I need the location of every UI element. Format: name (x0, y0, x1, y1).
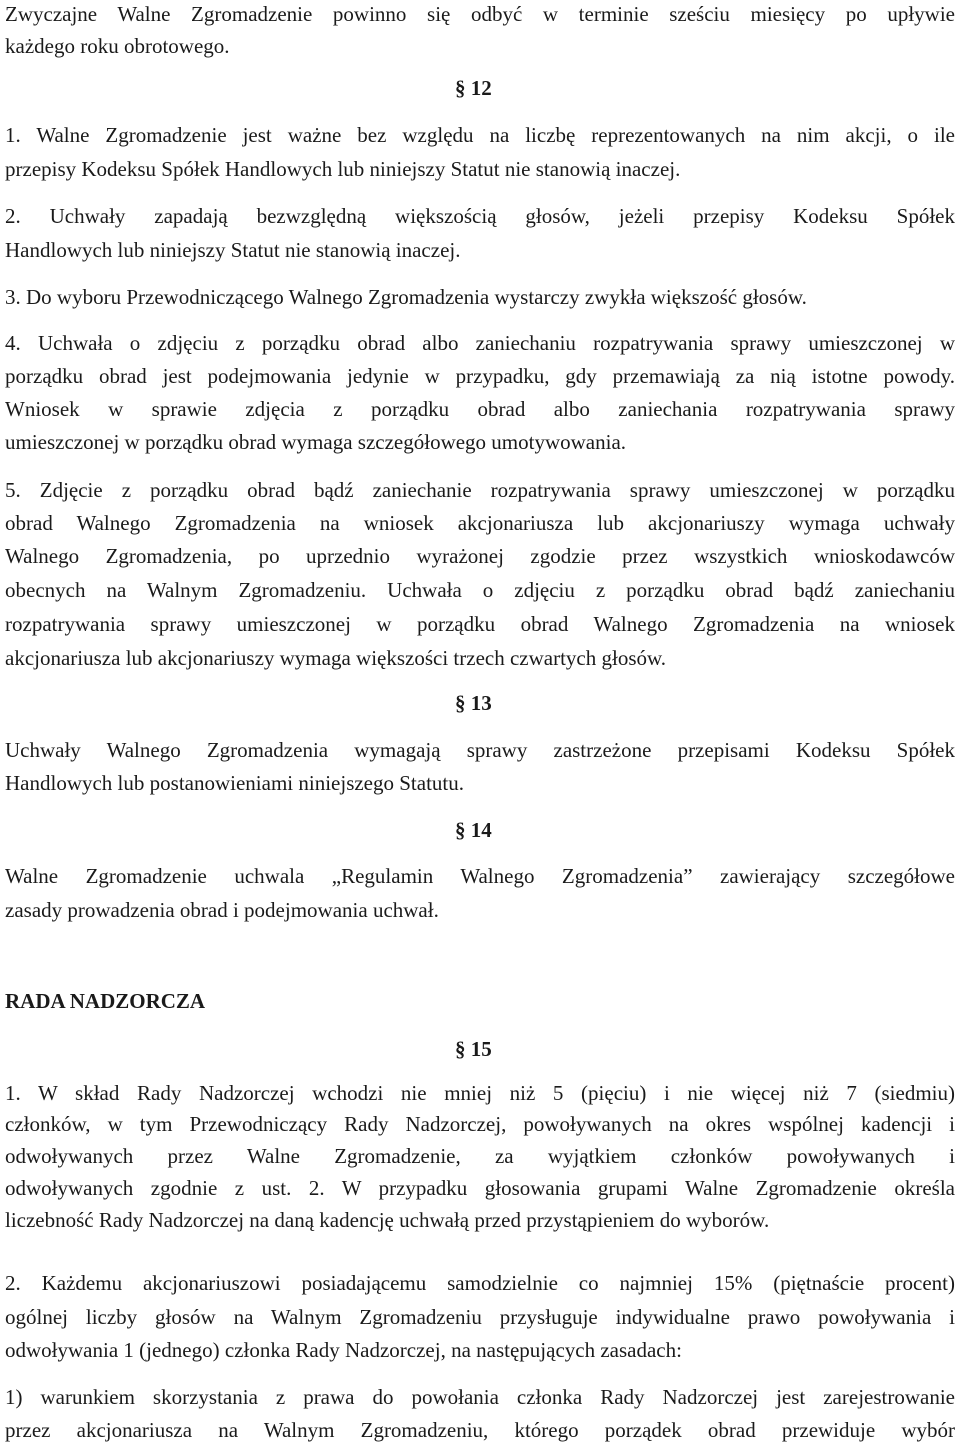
section-15-mark: § 15 (455, 1037, 492, 1061)
s15-p1-line-1: 1. W skład Rady Nadzorczej wchodzi nie mniej niż 5 (pięciu) i nie więcej niż 7 (siedmiu) (5, 1081, 955, 1105)
s12-p5-line-4: obecnych na Walnym Zgromadzeniu. Uchwała o zdjęciu z porządku obrad bądź zaniechaniu (5, 578, 955, 602)
intro-line-2: każdego roku obrotowego. (5, 34, 230, 58)
s15-p3-line-1: 1) warunkiem skorzystania z prawa do powołania członka Rady Nadzorczej jest zarejestrowanie (5, 1385, 955, 1409)
intro-line-1: Zwyczajne Walne Zgromadzenie powinno się odbyć w terminie sześciu miesięcy po upływie (5, 2, 955, 26)
s15-p1-line-4: odwoływanych zgodnie z ust. 2. W przypadku głosowania grupami Walne Zgromadzenie określa (5, 1176, 955, 1200)
section-14-mark: § 14 (455, 818, 492, 842)
s15-p2-line-3: odwoływania 1 (jednego) członka Rady Nadzorczej, na następujących zasadach: (5, 1338, 682, 1362)
s14-line-2: zasady prowadzenia obrad i podejmowania uchwał. (5, 898, 439, 922)
s15-p2-line-1: 2. Każdemu akcjonariuszowi posiadającemu samodzielnie co najmniej 15% (piętnaście procent) (5, 1271, 955, 1295)
s15-p2-line-2: ogólnej liczby głosów na Walnym Zgromadzeniu przysługuje indywidualne prawo powoływania i (5, 1305, 955, 1329)
s15-p1-line-2: członków, w tym Przewodniczący Rady Nadzorczej, powoływanych na okres wspólnej kadencji i (5, 1112, 955, 1136)
s15-p3-line-2: przez akcjonariusza na Walnym Zgromadzeniu, którego porządek obrad przewiduje wybór (5, 1418, 955, 1442)
s12-p5-line-6: akcjonariusza lub akcjonariuszy wymaga większości trzech czwartych głosów. (5, 646, 667, 670)
s12-p4-line-4: umieszczonej w porządku obrad wymaga szczegółowego umotywowania. (5, 430, 627, 454)
s13-line-1: Uchwały Walnego Zgromadzenia wymagają sprawy zastrzeżone przepisami Kodeksu Spółek (5, 738, 955, 762)
section-12-mark: § 12 (455, 76, 492, 100)
s12-p1-line-1: 1. Walne Zgromadzenie jest ważne bez względu na liczbę reprezentowanych na nim akcji, o ile (5, 123, 955, 147)
s12-p5-line-5: rozpatrywania sprawy umieszczonej w porządku obrad Walnego Zgromadzenia na wniosek (5, 612, 955, 636)
s12-p4-line-3: Wniosek w sprawie zdjęcia z porządku obrad albo zaniechania rozpatrywania sprawy (5, 397, 955, 421)
s12-p5-line-3: Walnego Zgromadzenia, po uprzednio wyrażonej zgodzie przez wszystkich wnioskodawców (5, 544, 955, 568)
section-13-mark: § 13 (455, 691, 492, 715)
s12-p4-line-2: porządku obrad jest podejmowania jedynie w przypadku, gdy przemawiają za nią istotne powody. (5, 364, 955, 388)
rada-nadzorcza-heading: RADA NADZORCZA (5, 989, 206, 1013)
s14-line-1: Walne Zgromadzenie uchwala „Regulamin Walnego Zgromadzenia” zawierający szczegółowe (5, 864, 955, 888)
s15-p1-line-3: odwoływanych przez Walne Zgromadzenie, za wyjątkiem członków powoływanych i (5, 1144, 955, 1168)
s15-p1-line-5: liczebność Rady Nadzorczej na daną kadencję uchwałą przed przystąpieniem do wyborów. (5, 1208, 770, 1232)
s12-p5-line-1: 5. Zdjęcie z porządku obrad bądź zaniechanie rozpatrywania sprawy umieszczonej w porządku (5, 478, 955, 502)
s12-p4-line-1: 4. Uchwała o zdjęciu z porządku obrad albo zaniechaniu rozpatrywania sprawy umieszczonej w (5, 331, 955, 355)
s12-p5-line-2: obrad Walnego Zgromadzenia na wniosek akcjonariusza lub akcjonariuszy wymaga uchwały (5, 511, 955, 535)
s13-line-2: Handlowych lub postanowieniami niniejszego Statutu. (5, 771, 465, 795)
s12-p1-line-2: przepisy Kodeksu Spółek Handlowych lub niniejszy Statut nie stanowią inaczej. (5, 157, 681, 181)
s12-p2-line-1: 2. Uchwały zapadają bezwzględną większością głosów, jeżeli przepisy Kodeksu Spółek (5, 204, 955, 228)
s12-p2-line-2: Handlowych lub niniejszy Statut nie stanowią inaczej. (5, 238, 461, 262)
s12-p3: 3. Do wyboru Przewodniczącego Walnego Zgromadzenia wystarczy zwykła większość głosów. (5, 285, 807, 309)
